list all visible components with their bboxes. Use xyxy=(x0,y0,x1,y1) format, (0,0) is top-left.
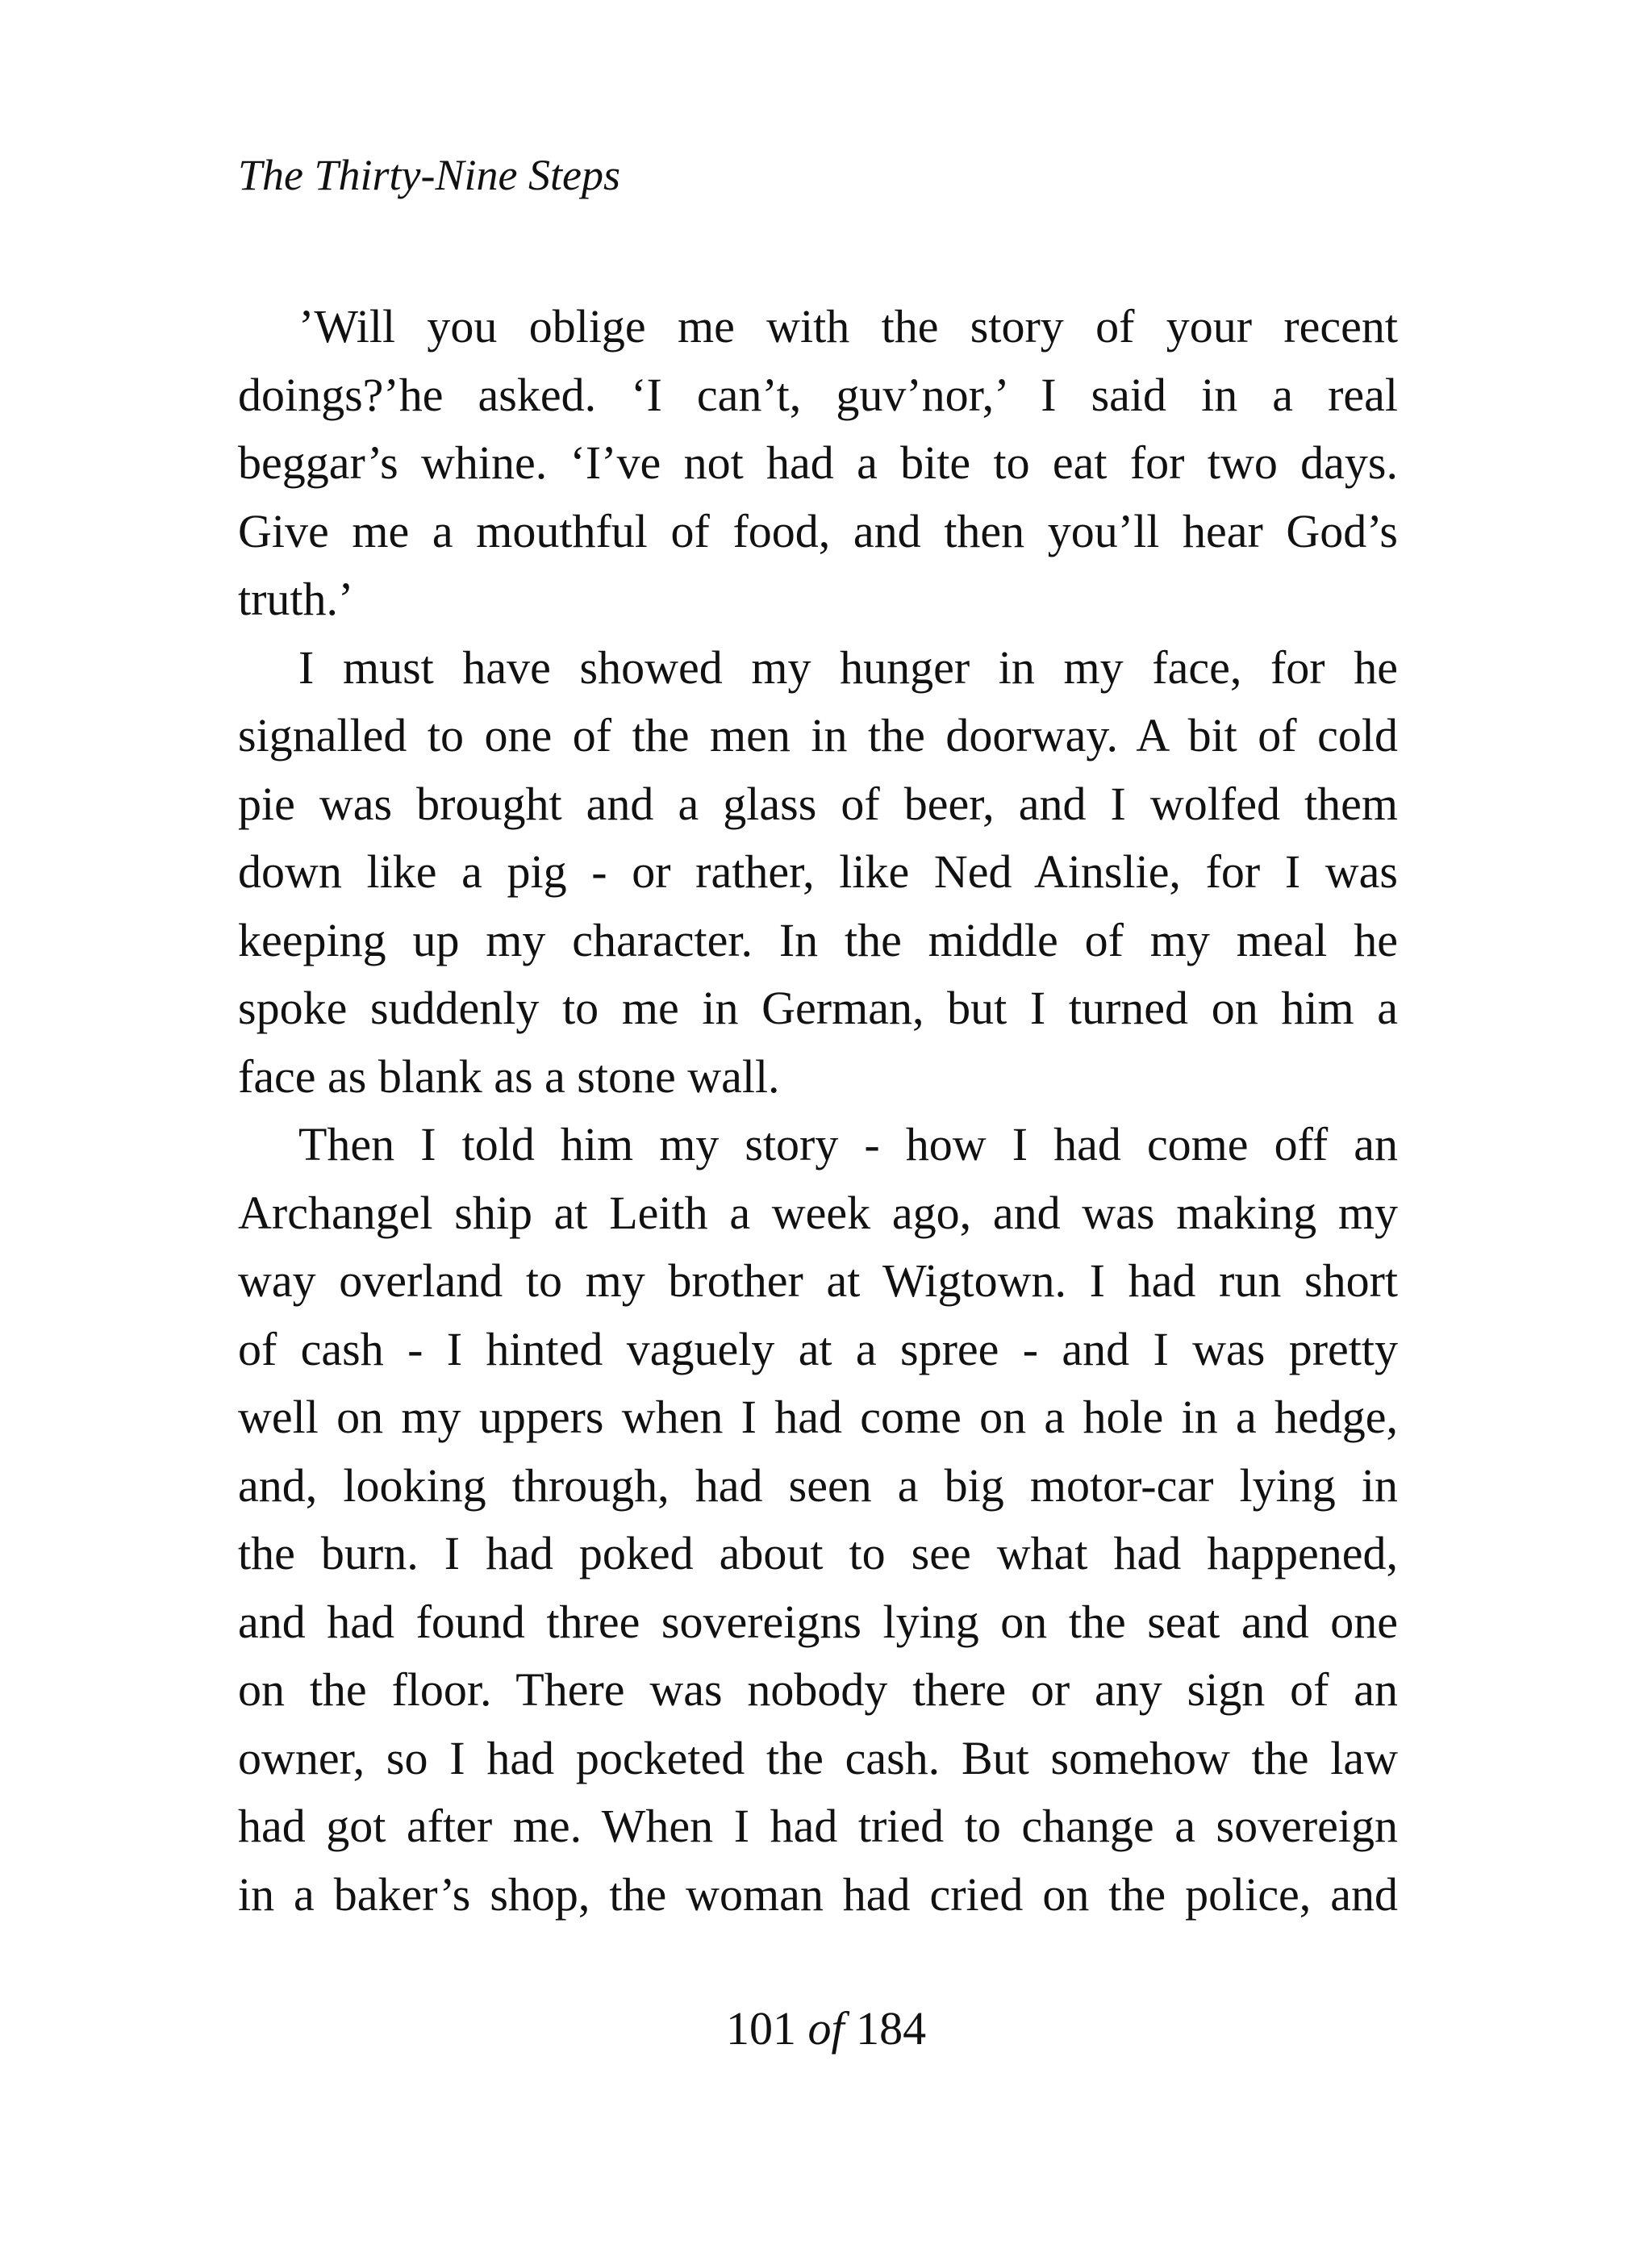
text-line: Then I told him my story - how I had come off an xyxy=(298,1118,1398,1170)
running-head: The Thirty-Nine Steps xyxy=(238,151,620,199)
text-line: in a baker’s shop, the woman had cried on the police, and xyxy=(238,1867,1398,1921)
text-line: way overland to my brother at Wigtown. I had run short xyxy=(238,1254,1398,1307)
text-line: had got after me. When I had tried to change a sovereign xyxy=(238,1800,1398,1852)
paragraph-3 xyxy=(238,1111,1398,1929)
text-line: down like a pig - or rather, like Ned Ainslie, for I was xyxy=(238,845,1398,898)
text-line: truth.’ xyxy=(238,573,354,625)
text-line: ’Will you oblige me with the story of your recent xyxy=(298,300,1398,353)
text-line: doings?’he asked. ‘I can’t, guv’nor,’ I said in a real xyxy=(238,368,1398,421)
text-line: of cash - I hinted vaguely at a spree - and I was pretty xyxy=(238,1322,1398,1375)
text-line: spoke suddenly to me in German, but I turned on him a xyxy=(238,982,1398,1034)
text-line: pie was brought and a glass of beer, and I wolfed them xyxy=(238,777,1398,830)
paragraph-1 xyxy=(238,293,1398,634)
text-line: and had found three sovereigns lying on the seat and one xyxy=(238,1595,1398,1648)
text-line: signalled to one of the men in the doorway. A bit of cold xyxy=(238,709,1398,761)
text-line: I must have showed my hunger in my face, for he xyxy=(298,640,1398,694)
body-text xyxy=(238,293,1398,1929)
text-line: Archangel ship at Leith a week ago, and was making my xyxy=(238,1186,1398,1239)
page-of-label: of xyxy=(807,2002,845,2055)
text-line: beggar’s whine. ‘I’ve not had a bite to eat for two days. xyxy=(238,436,1398,489)
text-line: the burn. I had poked about to see what had happened, xyxy=(238,1527,1398,1579)
page-total: 184 xyxy=(856,2002,927,2055)
text-line: well on my uppers when I had come on a hole in a hedge, xyxy=(238,1391,1398,1443)
text-line: on the floor. There was nobody there or any sign of an xyxy=(238,1663,1398,1716)
text-line: owner, so I had pocketed the cash. But somehow the law xyxy=(238,1731,1398,1784)
text-line: Give me a mouthful of food, and then you’ll hear God’s xyxy=(238,504,1398,557)
text-line: and, looking through, had seen a big motor-car lying in xyxy=(238,1458,1398,1512)
page-number xyxy=(0,2001,1652,2057)
text-line: face as blank as a stone wall. xyxy=(238,1049,780,1103)
text-line: keeping up my character. In the middle of my meal he xyxy=(238,913,1398,966)
paragraph-2 xyxy=(238,634,1398,1112)
page-current: 101 xyxy=(725,2002,796,2055)
